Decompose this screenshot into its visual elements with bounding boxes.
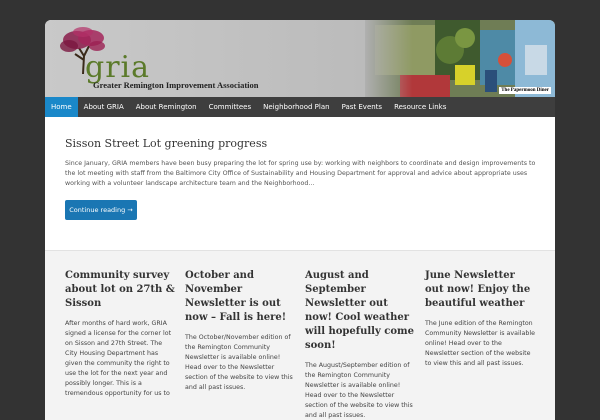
featured-post-title[interactable]: Sisson Street Lot greening progress (65, 137, 268, 150)
post-title[interactable]: October and November Newsletter is out now – Fall is here! (185, 270, 287, 323)
featured-post (45, 117, 555, 250)
page-container (45, 20, 555, 420)
post-column (185, 269, 295, 393)
post-excerpt: The October/November edition of the Remington Community Newsletter is available online! Head over to the Newsletter section of the website to view this and all past issues. (185, 334, 293, 391)
site-header (45, 20, 555, 97)
header-photo (365, 20, 555, 97)
post-column (65, 269, 175, 399)
post-title[interactable]: August and September Newsletter out now! Cool weather will hopefully come soon! (305, 270, 414, 351)
nav-item-neighborhood-plan[interactable]: Neighborhood Plan (263, 103, 330, 111)
main-navigation (45, 97, 555, 117)
continue-reading-button[interactable]: Continue reading → (65, 200, 137, 220)
post-title[interactable]: Community survey about lot on 27th & Sisson (65, 270, 175, 309)
photo-caption: The Papermoon Diner (501, 88, 549, 93)
nav-item-resource-links[interactable]: Resource Links (394, 103, 447, 111)
nav-item-past-events[interactable]: Past Events (341, 103, 383, 111)
logo-wordmark[interactable]: gria (85, 50, 151, 85)
organization-name: Greater Remington Improvement Association (93, 80, 259, 90)
post-excerpt: The August/September edition of the Remington Community Newsletter is available online! Head over to the Newsletter section of the website to view this and all past issues. (305, 362, 413, 419)
post-column (425, 269, 535, 369)
recent-posts (45, 250, 555, 420)
nav-item-committees[interactable]: Committees (208, 103, 252, 111)
nav-item-home[interactable]: Home (45, 97, 78, 117)
featured-post-excerpt: Since January, GRIA members have been busy preparing the lot for spring use by: working with neighbors to coordinate and design improvements to the lot meeting with staff from the Baltimore City Office of Sustainability and Housing Department for approval and advice about appropriate uses working with a volunteer landscape architecture team and the Neighborhood… (65, 160, 536, 187)
post-excerpt: After months of hard work, GRIA signed a license for the corner lot on Sisson and 27th Street. The City Housing Department has given the community the right to use the lot for the next year and possibly longer. This is a tremendous opportunity for us to (65, 320, 172, 397)
post-title[interactable]: June Newsletter out now! Enjoy the beautiful weather (425, 270, 531, 309)
nav-item-about-remington[interactable]: About Remington (135, 103, 197, 111)
post-excerpt: The June edition of the Remington Community Newsletter is available online! Head over to the Newsletter section of the website to view this and all past issues. (425, 320, 535, 367)
post-column (305, 269, 415, 420)
nav-item-about-gria[interactable]: About GRIA (83, 103, 124, 111)
